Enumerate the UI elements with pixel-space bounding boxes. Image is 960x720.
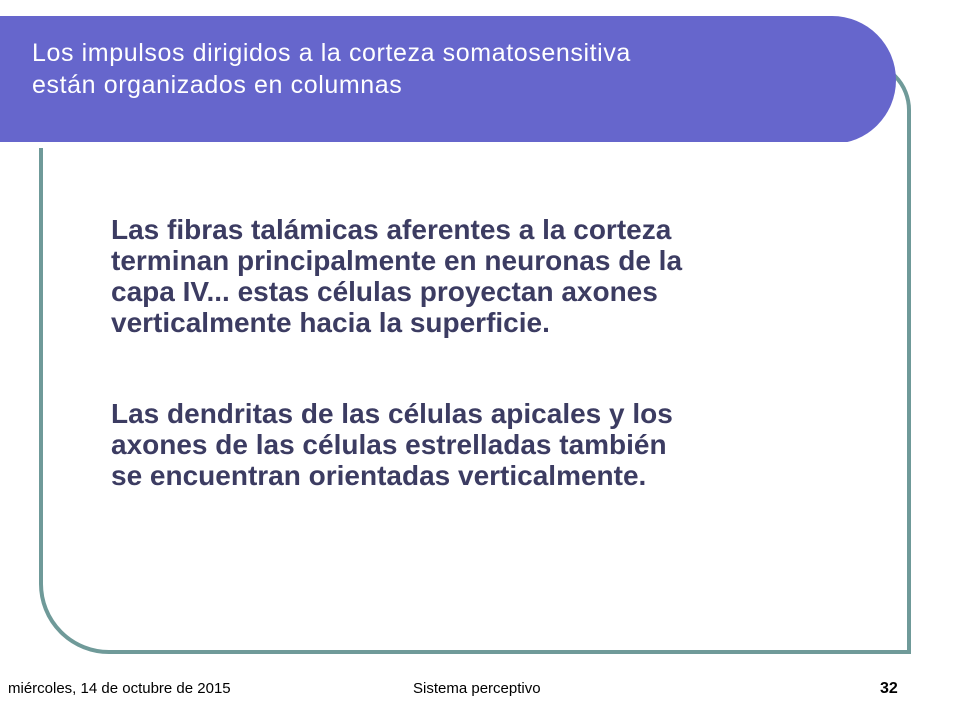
footer-title: Sistema perceptivo — [413, 680, 541, 697]
body-line: capa IV... estas células proyectan axones — [111, 276, 658, 307]
body-line: se encuentran orientadas verticalmente. — [111, 460, 647, 491]
slide-body — [111, 214, 891, 551]
slide-title-line-2: están organizados en columnas — [32, 71, 403, 99]
slide-title-line-1: Los impulsos dirigidos a la corteza somatosensitiva — [32, 39, 631, 67]
body-line: verticalmente hacia la superficie. — [111, 307, 550, 338]
body-line: axones de las células estrelladas también — [111, 429, 667, 460]
body-paragraph-2 — [111, 398, 891, 491]
body-line: Las fibras talámicas aferentes a la corteza — [111, 214, 672, 245]
footer-date: miércoles, 14 de octubre de 2015 — [8, 680, 231, 697]
body-line: Las dendritas de las células apicales y los — [111, 398, 673, 429]
page-number: 32 — [880, 680, 898, 697]
body-line: terminan principalmente en neuronas de la — [111, 245, 683, 276]
title-underline — [0, 142, 848, 148]
slide-title — [32, 37, 852, 101]
body-paragraph-1 — [111, 214, 891, 338]
